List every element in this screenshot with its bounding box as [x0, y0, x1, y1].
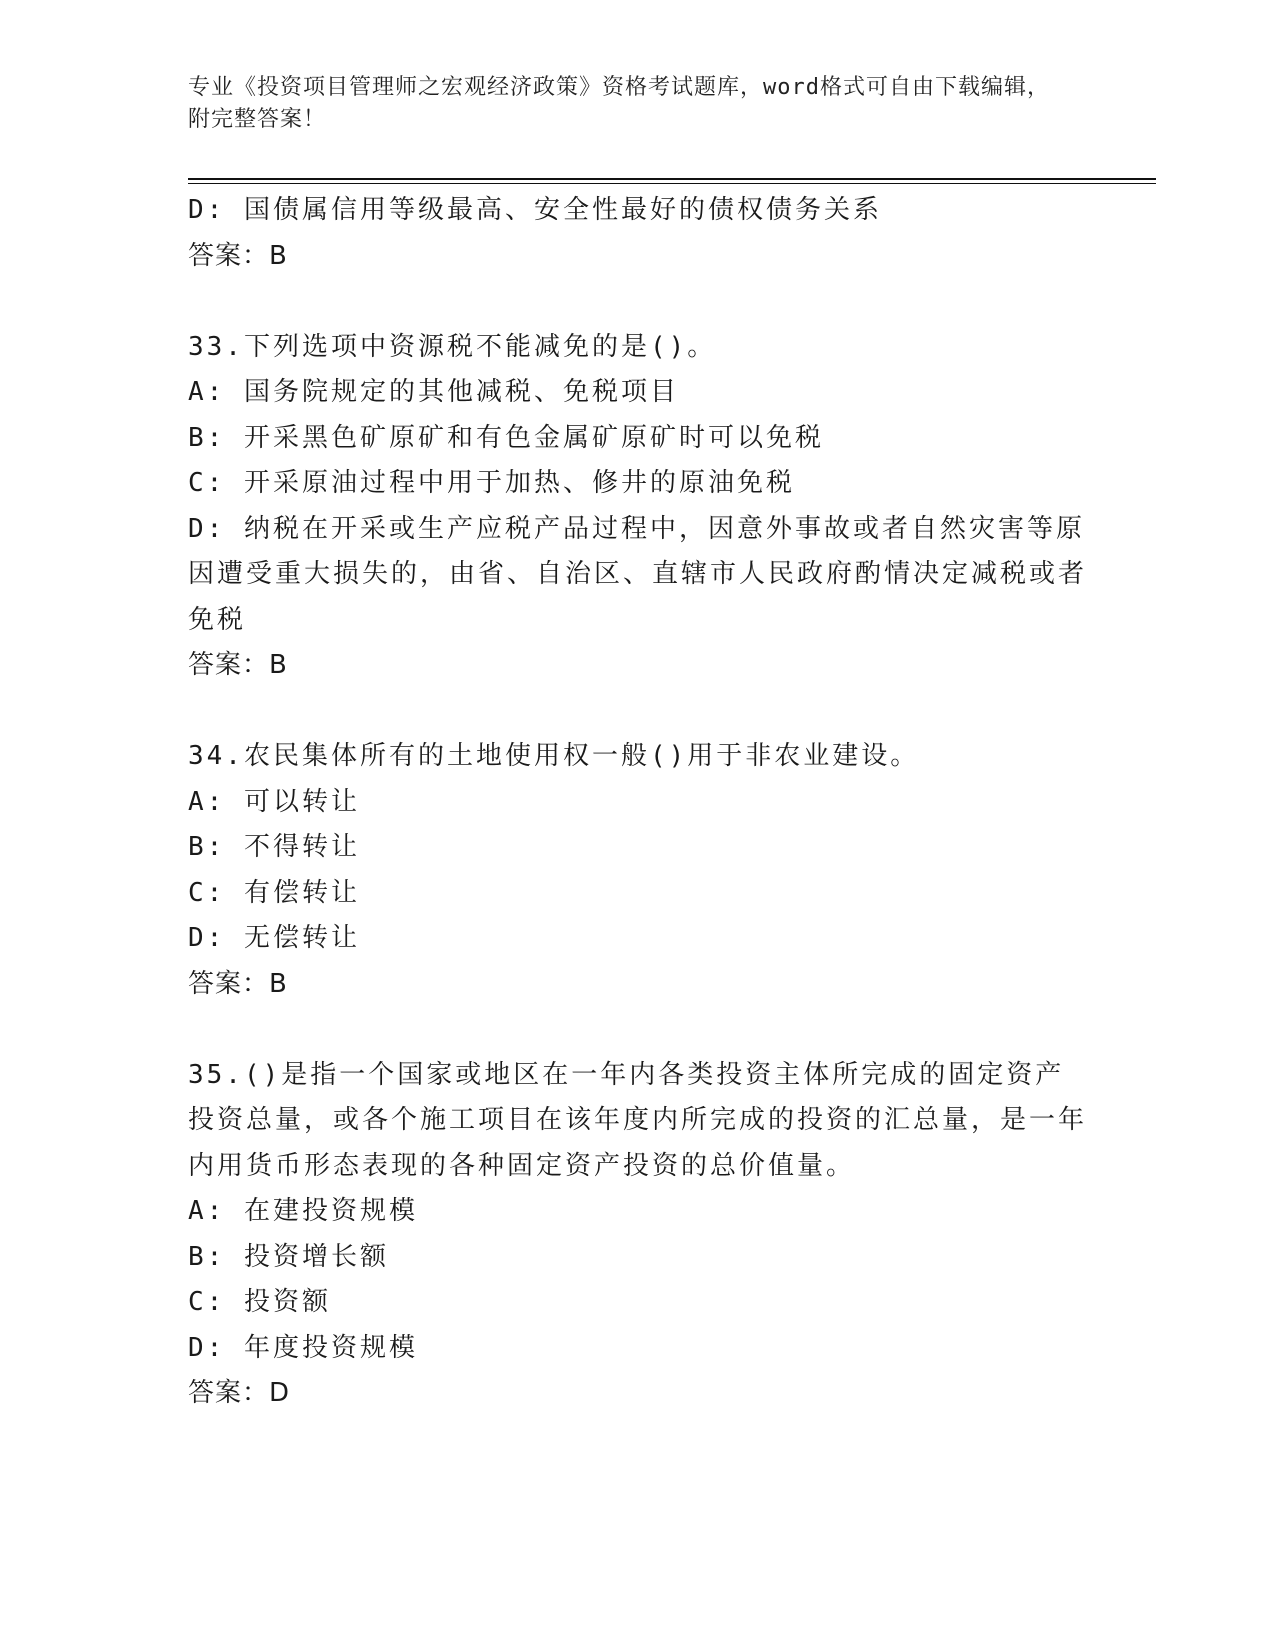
option-a: A: 可以转让 — [188, 786, 360, 817]
answer: 答案：B — [188, 650, 288, 680]
header-rule-thick — [188, 178, 1156, 180]
answer: 答案：D — [188, 1378, 291, 1408]
option-c: C: 投资额 — [188, 1287, 331, 1317]
option-b: B: 投资增长额 — [188, 1241, 389, 1272]
option-c: C: 有偿转让 — [188, 877, 360, 908]
question-block-33 — [188, 325, 1088, 689]
header-rule-thin — [188, 183, 1156, 184]
option-d: D: 年度投资规模 — [188, 1332, 418, 1363]
question-text: 33.下列选项中资源税不能减免的是()。 — [188, 331, 717, 362]
question-block-34 — [188, 734, 1088, 1007]
spacer — [188, 279, 1088, 325]
option-b: B: 不得转让 — [188, 832, 360, 862]
option-d: D: 无偿转让 — [188, 923, 360, 953]
spacer — [188, 689, 1088, 735]
answer: 答案：B — [188, 240, 288, 271]
question-text: 34.农民集体所有的土地使用权一般()用于非农业建设。 — [188, 741, 920, 771]
document-body — [188, 188, 1088, 1417]
option-c: C: 开采原油过程中用于加热、修井的原油免税 — [188, 468, 795, 498]
question-text: 35.()是指一个国家或地区在一年内各类投资主体所完成的固定资产投资总量，或各个施工项目在该年度内所完成的投资的汇总量，是一年内用货币形态表现的各种固定资产投资的总价值量。 — [188, 1059, 1088, 1181]
question-block-35 — [188, 1053, 1088, 1417]
option-d: D: 纳税在开采或生产应税产品过程中，因意外事故或者自然灾害等原因遭受重大损失的，由省、自治区、直辖市人民政府酌情决定减税或者免税 — [188, 513, 1088, 635]
option-b: B: 开采黑色矿原矿和有色金属矿原矿时可以免税 — [188, 422, 824, 453]
option-a: A: 国务院规定的其他减税、免税项目 — [188, 377, 679, 407]
option-a: A: 在建投资规模 — [188, 1196, 418, 1226]
document-header: 专业《投资项目管理师之宏观经济政策》资格考试题库，word格式可自由下载编辑，附完整答案！ — [188, 75, 1050, 132]
option-d: D: 国债属信用等级最高、安全性最好的债权债务关系 — [188, 195, 882, 225]
answer: 答案：B — [188, 968, 288, 999]
spacer — [188, 1007, 1088, 1053]
